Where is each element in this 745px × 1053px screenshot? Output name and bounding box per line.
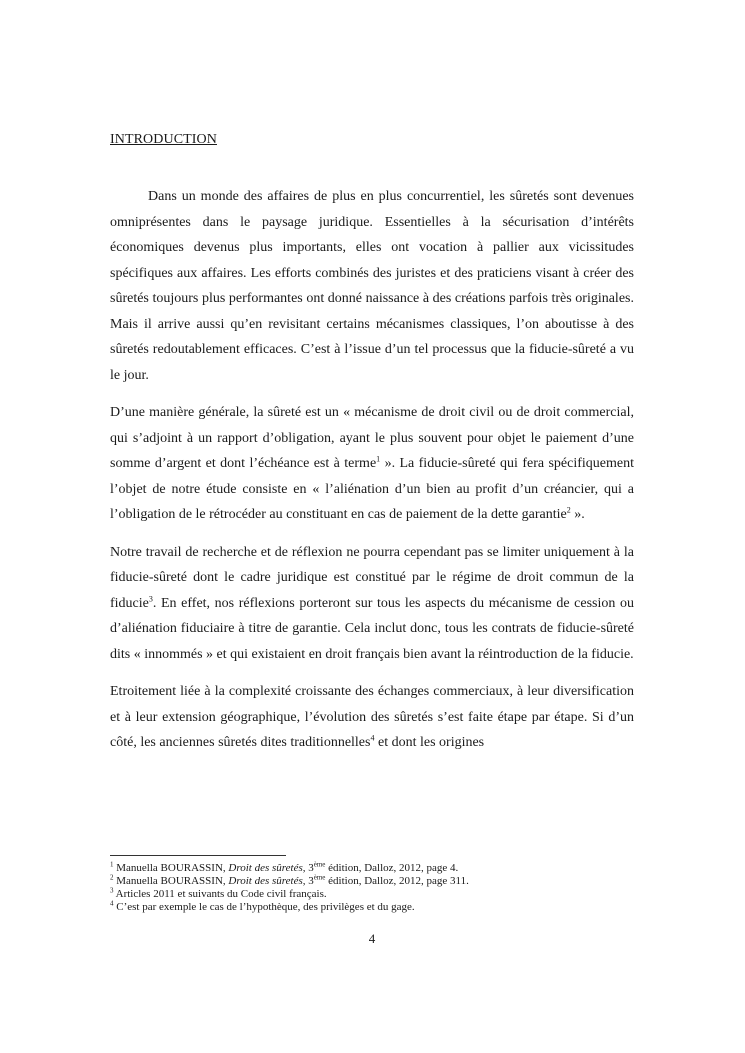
footnote-1: [110, 862, 634, 875]
document-page: [110, 0, 634, 1053]
footnote-4: [110, 901, 634, 914]
footnote-2-edition-suffix: ème: [313, 873, 326, 882]
footnote-2-author: Manuella BOURASSIN,: [113, 875, 229, 887]
footnote-ref-1: 1: [376, 454, 381, 464]
paragraph-2-text-b: ». La fiducie-sûreté qui fera spécifiquement l’objet de notre étude consiste en « l’aliénation d’un bien au profit d’un créancier, qui a l’obligation de le rétrocéder au constituant en cas de paiement de la dette garantie: [110, 456, 634, 522]
paragraph-3-text-b: . En effet, nos réflexions porteront sur tous les aspects du mécanisme de cession ou d’aliénation fiduciaire à titre de garantie. Cela inclut donc, tous les contrats de fiducie-sûreté dits « innommés » et qui existaient en droit français bien avant la réintroduction de la fiducie.: [110, 595, 634, 662]
footnote-2: [110, 875, 634, 888]
footnote-ref-4: 4: [370, 733, 375, 743]
footnote-1-number: 1: [110, 860, 114, 869]
paragraph-3: [110, 540, 634, 668]
footnote-2-number: 2: [110, 873, 114, 882]
footnote-1-rest: édition, Dalloz, 2012, page 4.: [325, 862, 459, 874]
paragraph-4: [110, 679, 634, 756]
paragraph-4-text-a: Etroitement liée à la complexité croissante des échanges commerciaux, à leur diversification et à leur extension géographique, l’évolution des sûretés s’est faite étape par étape. Si d’un côté, les anciennes sûretés dites traditionnelles: [110, 684, 634, 750]
footnote-2-rest: édition, Dalloz, 2012, page 311.: [325, 875, 469, 887]
footnote-ref-3: 3: [148, 593, 153, 603]
footnotes: [110, 862, 634, 914]
paragraph-2-text-c: ».: [570, 507, 585, 522]
body-text: [110, 184, 634, 768]
footnote-3-number: 3: [110, 886, 114, 895]
page-number: 4: [368, 931, 376, 946]
footnote-1-edition-suffix: ème: [313, 860, 326, 869]
footnote-4-text: C’est par exemple le cas de l’hypothèque, des privilèges et du gage.: [113, 901, 415, 913]
footnote-1-edition: 3: [305, 862, 314, 874]
paragraph-1-text: Dans un monde des affaires de plus en plus concurrentiel, les sûretés sont devenues omniprésentes dans le paysage juridique. Essentielles à la sécurisation d’intérêts économiques devenus plus importants, elles ont vocation à pallier aux vicissitudes spécifiques aux affaires. Les efforts combinés des juristes et des praticiens visant à créer des sûretés toujours plus performantes ont donné naissance à des créations parfois très originales. Mais il arrive aussi qu’en revisitant certains mécanismes classiques, l’on aboutisse à des sûretés redoutablement efficaces. C’est à l’issue d’un tel processus que la fiducie-sûreté a vu le jour.: [110, 189, 634, 383]
paragraph-4-text-b: et dont les origines: [374, 735, 485, 750]
paragraph-2-text-a: D’une manière générale, la sûreté est un « mécanisme de droit civil ou de droit commercial, qui s’adjoint à un rapport d’obligation, ayant le plus souvent pour objet le paiement d’une somme d’argent et dont l’échéance est à terme: [110, 405, 634, 471]
paragraph-2: [110, 400, 634, 528]
footnote-separator: [110, 855, 286, 856]
section-heading: INTRODUCTION: [110, 132, 217, 147]
footnote-4-number: 4: [110, 899, 114, 908]
footnote-3-text: Articles 2011 et suivants du Code civil français.: [113, 888, 327, 900]
footnote-2-edition: 3: [305, 875, 314, 887]
footnote-ref-2: 2: [566, 505, 571, 515]
footnote-2-title: Droit des sûretés,: [228, 875, 306, 887]
footnote-1-author: Manuella BOURASSIN,: [113, 862, 229, 874]
footnote-3: [110, 888, 634, 901]
paragraph-3-text-a: Notre travail de recherche et de réflexion ne pourra cependant pas se limiter uniquement à la fiducie-sûreté dont le cadre juridique est constitué par le régime de droit commun de la fiducie: [110, 544, 634, 611]
paragraph-1: [110, 184, 634, 388]
footnote-1-title: Droit des sûretés,: [228, 862, 306, 874]
